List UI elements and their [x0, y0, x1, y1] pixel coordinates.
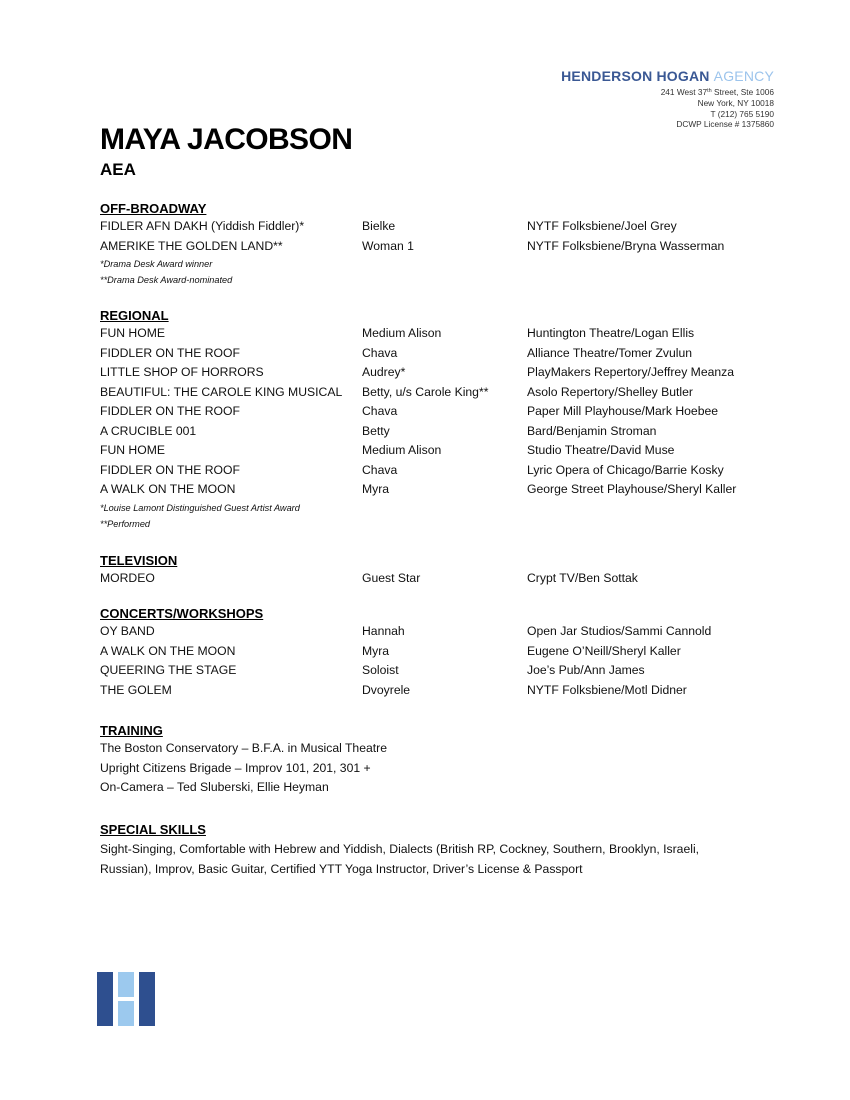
section-title: CONCERTS/WORKSHOPS — [100, 606, 264, 621]
credit-role: Betty, u/s Carole King** — [362, 384, 489, 399]
credit-row — [100, 324, 780, 344]
credit-row — [100, 383, 780, 403]
section-title: REGIONAL — [100, 308, 169, 323]
credits-list — [100, 569, 780, 589]
credits-list — [100, 622, 780, 700]
skills-line: Russian), Improv, Basic Guitar, Certified YTT Yoga Instructor, Driver’s License & Passport — [100, 861, 583, 876]
section-regional — [100, 308, 780, 532]
section-off-broadway — [100, 201, 780, 288]
credit-role: Myra — [362, 643, 390, 658]
credit-role: Chava — [362, 404, 398, 418]
credit-role: Woman 1 — [362, 238, 414, 253]
credit-row — [100, 217, 780, 237]
credit-show: QUEERING THE STAGE — [100, 663, 237, 677]
agency-city: New York, NY 10018 — [697, 97, 774, 108]
training-line: The Boston Conservatory – B.F.A. in Musical Theatre — [100, 741, 387, 755]
credit-row — [100, 642, 780, 662]
section-title: TELEVISION — [100, 553, 178, 568]
performer-name: MAYA JACOBSON — [100, 123, 353, 156]
credit-row — [100, 569, 780, 589]
credit-show: OY BAND — [100, 624, 155, 638]
credit-role: Myra — [362, 482, 390, 496]
agency-address: 241 West 37th Street, Ste 1006 — [660, 87, 774, 97]
credit-role: Guest Star — [362, 571, 421, 585]
credit-role: Bielke — [362, 219, 396, 233]
credit-show: THE GOLEM — [100, 682, 172, 697]
credit-row — [100, 344, 780, 364]
credit-venue: Alliance Theatre/Tomer Zvulun — [527, 345, 693, 360]
credit-venue: NYTF Folksbiene/Joel Grey — [527, 219, 677, 233]
credit-venue: George Street Playhouse/Sheryl Kaller — [527, 482, 737, 496]
footnote: *Louise Lamont Distinguished Guest Artist Award — [100, 502, 300, 513]
credit-show: A WALK ON THE MOON — [100, 643, 236, 658]
credit-show: FIDDLER ON THE ROOF — [100, 462, 240, 477]
agency-h-logo-icon — [97, 972, 155, 1026]
credit-show: BEAUTIFUL: THE CAROLE KING MUSICAL — [100, 384, 343, 399]
credit-row — [100, 480, 780, 500]
credit-row — [100, 402, 780, 422]
credit-venue: Studio Theatre/David Muse — [527, 443, 675, 457]
credit-role: Medium Alison — [362, 443, 442, 457]
credit-role: Chava — [362, 345, 398, 360]
footnote: *Drama Desk Award winner — [100, 259, 213, 269]
credit-venue: NYTF Folksbiene/Motl Didner — [527, 682, 687, 697]
credit-venue: Open Jar Studios/Sammi Cannold — [527, 624, 712, 638]
section-title: OFF-BROADWAY — [100, 201, 207, 216]
credit-venue: NYTF Folksbiene/Bryna Wasserman — [527, 238, 725, 253]
agency-phone: T (212) 765 5190 — [710, 108, 774, 119]
training-line: On-Camera – Ted Sluberski, Ellie Heyman — [100, 780, 329, 795]
section-training — [100, 723, 780, 798]
credit-venue: Lyric Opera of Chicago/Barrie Kosky — [527, 462, 724, 477]
credit-show: LITTLE SHOP OF HORRORS — [100, 365, 264, 379]
credit-show: FIDDLER ON THE ROOF — [100, 404, 240, 418]
credits-list — [100, 217, 780, 256]
credit-show: A CRUCIBLE 001 — [100, 423, 197, 438]
credit-row — [100, 661, 780, 681]
credit-row — [100, 422, 780, 442]
footnote: **Drama Desk Award-nominated — [100, 275, 233, 285]
credit-row — [100, 622, 780, 642]
skills-line: Sight-Singing, Comfortable with Hebrew and Yiddish, Dialects (British RP, Cockney, Southern, Brooklyn, Israeli, — [100, 842, 700, 856]
credit-venue: Joe’s Pub/Ann James — [527, 663, 645, 677]
credit-venue: Bard/Benjamin Stroman — [527, 423, 657, 438]
credits-list — [100, 324, 780, 500]
credit-row — [100, 237, 780, 257]
credit-role: Soloist — [362, 663, 399, 677]
credit-venue: Eugene O’Neill/Sheryl Kaller — [527, 643, 681, 658]
credit-show: FUN HOME — [100, 326, 165, 340]
credit-venue: Crypt TV/Ben Sottak — [527, 571, 638, 585]
credit-show: FUN HOME — [100, 443, 165, 457]
credit-venue: Huntington Theatre/Logan Ellis — [527, 326, 695, 340]
section-special-skills — [100, 822, 780, 879]
credit-venue: Asolo Repertory/Shelley Butler — [527, 384, 693, 399]
credit-row — [100, 681, 780, 701]
footnote: **Performed — [100, 518, 151, 529]
section-concerts-workshops — [100, 606, 780, 700]
credit-role: Dvoyrele — [362, 682, 411, 697]
section-title: TRAINING — [100, 723, 163, 738]
credit-show: AMERIKE THE GOLDEN LAND** — [100, 238, 283, 253]
section-television — [100, 553, 780, 589]
section-title: SPECIAL SKILLS — [100, 822, 206, 837]
credit-venue: Paper Mill Playhouse/Mark Hoebee — [527, 404, 719, 418]
credit-show: A WALK ON THE MOON — [100, 482, 236, 496]
credit-venue: PlayMakers Repertory/Jeffrey Meanza — [527, 365, 735, 379]
credit-row — [100, 461, 780, 481]
agency-name — [561, 68, 774, 84]
agency-name-main: HENDERSON HOGAN — [561, 68, 714, 84]
credit-show: FIDDLER ON THE ROOF — [100, 345, 240, 360]
credit-role: Betty — [362, 423, 390, 438]
credit-role: Chava — [362, 462, 398, 477]
credit-role: Audrey* — [362, 365, 406, 379]
credit-show: MORDEO — [100, 571, 155, 585]
credit-show: FIDLER AFN DAKH (Yiddish Fiddler)* — [100, 219, 305, 233]
agency-header — [561, 68, 774, 130]
training-line: Upright Citizens Brigade – Improv 101, 201, 301 + — [100, 760, 371, 775]
credit-row — [100, 363, 780, 383]
agency-name-accent: AGENCY — [713, 68, 774, 84]
agency-license: DCWP License # 1375860 — [676, 119, 774, 130]
credit-role: Medium Alison — [362, 326, 442, 340]
credit-role: Hannah — [362, 624, 405, 638]
credit-row — [100, 441, 780, 461]
union-affiliation: AEA — [100, 160, 136, 179]
